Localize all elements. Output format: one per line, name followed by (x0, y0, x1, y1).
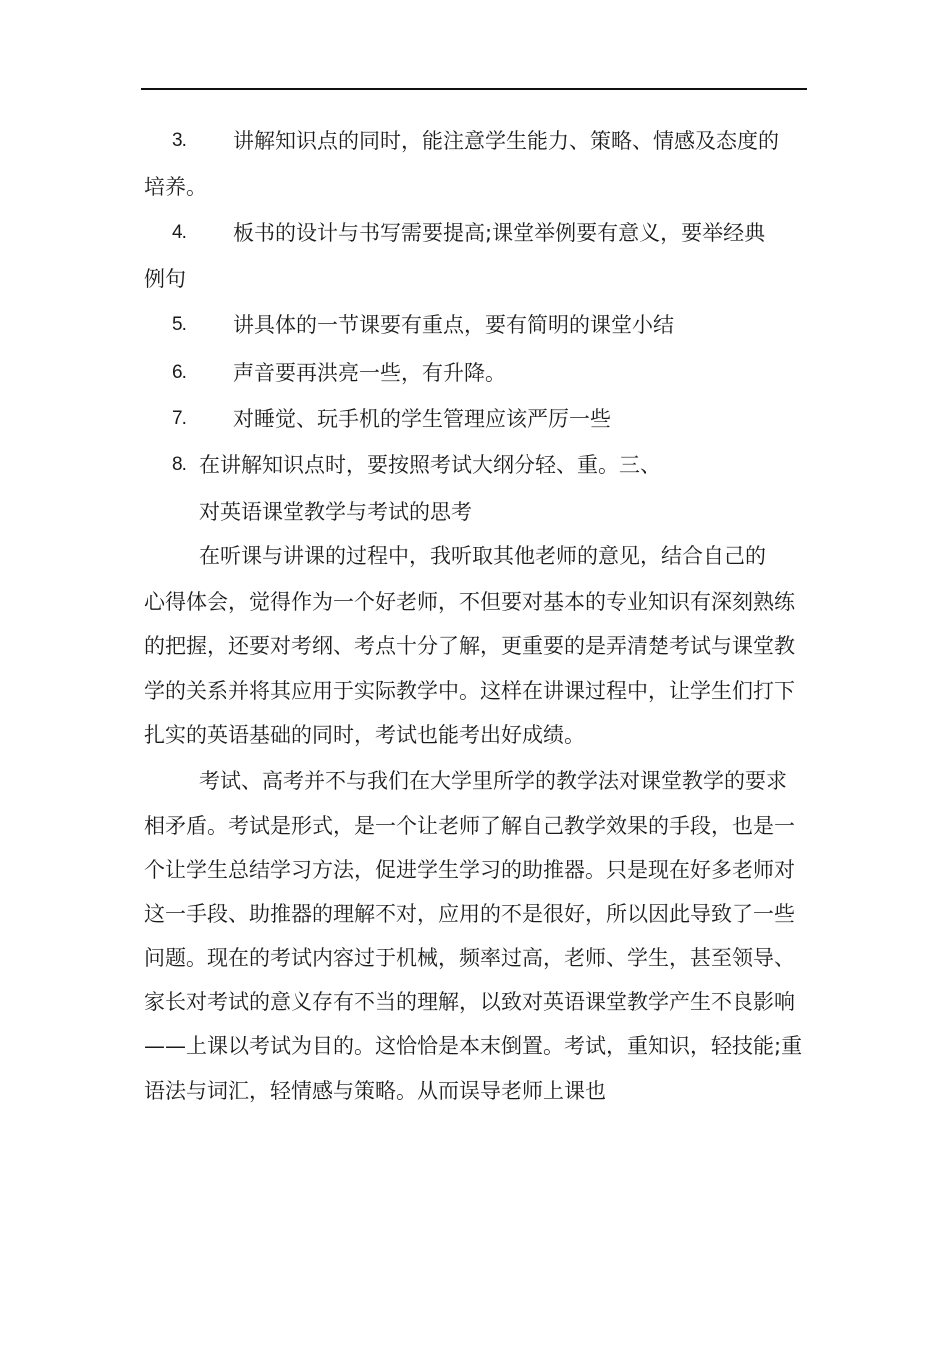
item-4-continuation: 例句 (144, 267, 186, 291)
item-3-number: 3. (172, 130, 186, 151)
item-5-number: 5. (172, 314, 186, 335)
item-4-text: 板书的设计与书写需要提高;课堂举例要有意义，要举经典 (233, 221, 766, 245)
paragraph2-line: 家长对考试的意义存有不当的理解，以致对英语课堂教学产生不良影响 (144, 990, 795, 1014)
paragraph1-line: 扎实的英语基础的同时，考试也能考出好成绩。 (144, 723, 585, 747)
paragraph2-line: 这一手段、助推器的理解不对，应用的不是很好，所以因此导致了一些 (144, 902, 795, 926)
item-7-number: 7. (172, 408, 186, 429)
paragraph2-line: 相矛盾。考试是形式，是一个让老师了解自己教学效果的手段，也是一 (144, 814, 795, 838)
paragraph2-line: 语法与词汇，轻情感与策略。从而误导老师上课也 (144, 1079, 606, 1103)
item-3-text: 讲解知识点的同时，能注意学生能力、策略、情感及态度的 (233, 129, 779, 153)
item-8-text: 在讲解知识点时，要按照考试大纲分轻、重。三、 (199, 453, 661, 477)
item-6-number: 6. (172, 362, 186, 383)
paragraph2-line: 个让学生总结学习方法，促进学生学习的助推器。只是现在好多老师对 (144, 858, 795, 882)
header-rule (141, 88, 807, 90)
item-8-number: 8. (172, 454, 186, 475)
paragraph1-line: 心得体会，觉得作为一个好老师，不但要对基本的专业知识有深刻熟练 (144, 590, 795, 614)
paragraph2-line: 问题。现在的考试内容过于机械，频率过高，老师、学生，甚至领导、 (144, 946, 795, 970)
section-title: 对英语课堂教学与考试的思考 (199, 500, 472, 524)
paragraph1-line: 在听课与讲课的过程中，我听取其他老师的意见，结合自己的 (199, 544, 766, 568)
item-7-text: 对睡觉、玩手机的学生管理应该严厉一些 (233, 407, 611, 431)
paragraph1-line: 学的关系并将其应用于实际教学中。这样在讲课过程中，让学生们打下 (144, 679, 795, 703)
paragraph1-line: 的把握，还要对考纲、考点十分了解，更重要的是弄清楚考试与课堂教 (144, 634, 795, 658)
item-4-number: 4. (172, 222, 186, 243)
item-3-continuation: 培养。 (144, 175, 207, 199)
paragraph2-line: ——上课以考试为目的。这恰恰是本末倒置。考试，重知识，轻技能;重 (144, 1034, 803, 1058)
paragraph2-line: 考试、高考并不与我们在大学里所学的教学法对课堂教学的要求 (199, 769, 787, 793)
item-6-text: 声音要再洪亮一些，有升降。 (233, 361, 506, 385)
item-5-text: 讲具体的一节课要有重点，要有简明的课堂小结 (233, 313, 674, 337)
